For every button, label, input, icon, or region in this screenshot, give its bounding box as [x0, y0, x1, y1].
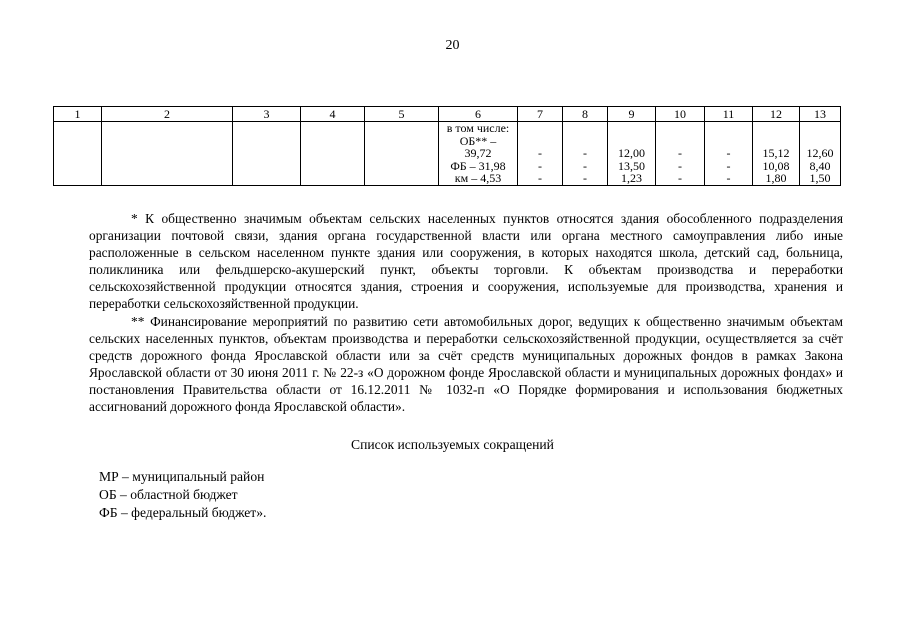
- abbreviations-title: Список используемых сокращений: [351, 437, 554, 452]
- cell-line: -: [678, 146, 682, 160]
- cell-line: -: [538, 158, 542, 173]
- table-header-row: [54, 107, 841, 122]
- cell-line: в том числе:: [446, 121, 510, 135]
- cell-line: 1,50: [809, 171, 831, 185]
- table-cell: [800, 122, 841, 186]
- abbreviations-list: [99, 468, 266, 522]
- table-cell: [518, 122, 563, 186]
- table-cell-empty: [233, 122, 301, 186]
- cell-line: ФБ – 31,98: [450, 158, 506, 173]
- cell-line: ОБ** –: [459, 133, 497, 148]
- table-header-cell: 11: [705, 107, 753, 122]
- cell-line: -: [726, 171, 731, 185]
- abbreviation-item: ОБ – областной бюджет: [99, 487, 238, 502]
- cell-line: 8,40: [809, 158, 831, 173]
- cell-line: -: [538, 146, 542, 160]
- cell-line: -: [726, 146, 731, 160]
- table-cell-empty: [365, 122, 439, 186]
- abbreviation-item: ФБ – федеральный бюджет».: [99, 505, 267, 520]
- table-cell: [753, 122, 800, 186]
- data-table: [53, 106, 841, 186]
- table-cell-funding: [439, 122, 518, 186]
- table-header-cell: 9: [608, 107, 656, 122]
- cell-line: -: [678, 171, 682, 185]
- cell-line: -: [583, 158, 587, 173]
- cell-line: 1,80: [765, 171, 787, 185]
- cell-line: -: [583, 146, 587, 160]
- table-header-cell: 4: [301, 107, 365, 122]
- footnote-objects: * К общественно значимым объектам сельских населенных пунктов относятся здания обособленного подразделения организации почтовой связи, здания органа государственной власти или органа местного самоуправления либо иные расположенные в сельском населенном пункте здания или сооружения, в которых находятся школа, детский сад, больница, поликлиника или фельдшерско-акушерский пункт, объекты торговли. К объектам производства и переработки сельскохозяйственной продукции относятся здания, строения и сооружения, используемые для производства, хранения и переработки сельскохозяйственной продукции.: [89, 211, 843, 312]
- cell-line: 1,23: [621, 171, 642, 185]
- table-header-cell: 1: [54, 107, 102, 122]
- table-header-cell: 3: [233, 107, 301, 122]
- footnotes: [89, 210, 843, 415]
- cell-line: 15,12: [762, 146, 790, 160]
- table-header-cell: 13: [800, 107, 841, 122]
- table-cell-empty: [301, 122, 365, 186]
- table-header-cell: 2: [102, 107, 233, 122]
- cell-line: -: [583, 171, 587, 185]
- table-header-cell: 6: [439, 107, 518, 122]
- table-cell: [563, 122, 608, 186]
- table-cell: [608, 122, 656, 186]
- cell-line: -: [678, 158, 682, 173]
- table-header-cell: 7: [518, 107, 563, 122]
- cell-line: 12,60: [806, 146, 834, 160]
- table-header-cell: 10: [656, 107, 705, 122]
- table-header-cell: 5: [365, 107, 439, 122]
- cell-line: 39,72: [464, 146, 492, 160]
- cell-line: -: [538, 171, 542, 185]
- cell-line: 13,50: [618, 158, 645, 173]
- table-header-cell: 12: [753, 107, 800, 122]
- table-cell-empty: [54, 122, 102, 186]
- table-cell-empty: [102, 122, 233, 186]
- table-header-cell: 8: [563, 107, 608, 122]
- abbreviation-item: МР – муниципальный район: [99, 469, 265, 484]
- page-number: 20: [445, 38, 460, 53]
- cell-line: -: [726, 158, 731, 173]
- cell-line: 12,00: [618, 146, 645, 160]
- cell-line: 10,08: [762, 158, 790, 173]
- footnote-financing: ** Финансирование мероприятий по развитию сети автомобильных дорог, ведущих к общественно значимым объектам сельских населенных пунктов, объектам производства и переработки сельскохозяйственной продукции, осуществляется за счёт средств дорожного фонда Ярославской области или за счёт средств муниципальных дорожных фондов в рамках Закона Ярославской области от 30 июня 2011 г. № 22-з «О дорожном фонде Ярославской области и муниципальных дорожных фондах» и постановления Правительства области от 16.12.2011 № 1032-п «О Порядке формирования и использования бюджетных ассигнований дорожного фонда Ярославской области».: [89, 313, 843, 415]
- table-cell: [656, 122, 705, 186]
- table-cell: [705, 122, 753, 186]
- table-row: [54, 122, 841, 186]
- cell-line: км – 4,53: [454, 171, 502, 185]
